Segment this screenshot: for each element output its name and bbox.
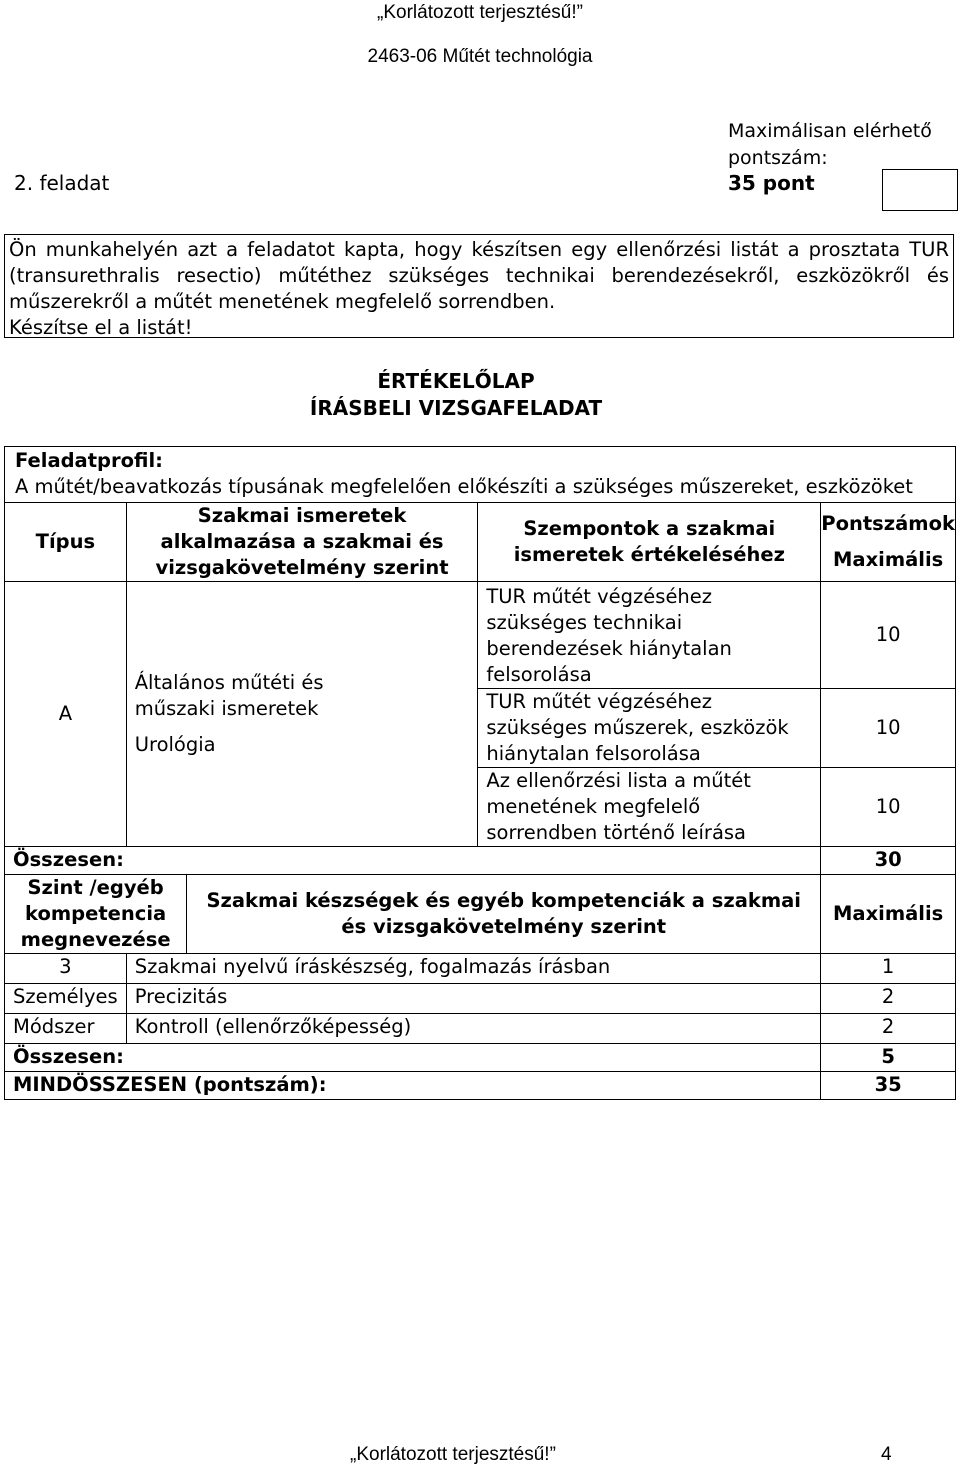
header-points-label: Pontszámok <box>821 512 955 535</box>
comp-total-label: Összesen: <box>5 1044 821 1072</box>
criteria-points-1: 10 <box>821 582 956 689</box>
comp-points-2: 2 <box>821 984 956 1014</box>
profile-text: A műtét/beavatkozás típusának megfelelően előkészíti a szükséges műszereket, eszközöket <box>15 475 913 498</box>
comp-skill-3: Kontroll (ellenőrzőképesség) <box>126 1014 821 1044</box>
criteria-text-3: Az ellenőrzési lista a műtét menetének megfelelő sorrendben történő leírása <box>478 768 821 847</box>
knowledge-cell <box>126 582 478 847</box>
comp-points-3: 2 <box>821 1014 956 1044</box>
task-description-box <box>4 234 954 338</box>
knowledge-urology: Urológia <box>134 733 216 756</box>
subtotal-label: Összesen: <box>5 847 821 875</box>
grand-total-label: MINDÖSSZESEN (pontszám): <box>5 1072 821 1100</box>
criteria-points-3: 10 <box>821 768 956 847</box>
module-title: 2463-06 Műtét technológia <box>367 46 593 67</box>
evaluation-table <box>4 502 956 1100</box>
subtotal-value: 30 <box>821 847 956 875</box>
header-knowledge: Szakmai ismeretek alkalmazása a szakmai és vizsgakövetelmény szerint <box>126 503 478 582</box>
knowledge-general: Általános műtéti és műszaki ismeretek <box>134 671 324 720</box>
comp-total-value: 5 <box>821 1044 956 1072</box>
task-instruction: Készítse el a listát! <box>9 316 193 339</box>
comp-header-skills: Szakmai készségek és egyéb kompetenciák a szakmai és vizsgakövetelmény szerint <box>187 875 821 954</box>
criteria-text-1: TUR műtét végzéséhez szükséges technikai berendezések hiánytalan felsorolása <box>478 582 821 689</box>
task-label: 2. feladat <box>14 171 110 195</box>
type-value: A <box>5 582 127 847</box>
grand-total-value: 35 <box>821 1072 956 1100</box>
comp-skill-2: Precizitás <box>126 984 821 1014</box>
header-type: Típus <box>5 503 127 582</box>
criteria-points-2: 10 <box>821 689 956 768</box>
score-box[interactable] <box>882 169 958 211</box>
comp-level-1: 3 <box>5 954 127 984</box>
comp-header-level: Szint /egyéb kompetencia megnevezése <box>5 875 187 954</box>
comp-header-max: Maximális <box>821 875 956 954</box>
header-points <box>821 503 956 582</box>
header-max-label: Maximális <box>833 548 944 571</box>
header-criteria: Szempontok a szakmai ismeretek értékeléséhez <box>478 503 821 582</box>
evaluation-title-line2: ÍRÁSBELI VIZSGAFELADAT <box>309 396 603 420</box>
max-points-label <box>728 118 958 172</box>
task-description: Ön munkahelyén azt a feladatot kapta, hogy készítsen egy ellenőrzési listát a prosztata TUR (transurethralis resectio) műtéthez szükséges technikai berendezésekről, eszközökről és műszerekről a műtét menetének megfelelő sorrendben. <box>9 238 949 313</box>
profile-label: Feladatprofil: <box>15 449 163 472</box>
evaluation-title <box>0 368 912 422</box>
task-profile <box>4 446 956 502</box>
criteria-text-2: TUR műtét végzéséhez szükséges műszerek, eszközök hiánytalan felsorolása <box>478 689 821 768</box>
comp-skill-1: Szakmai nyelvű íráskészség, fogalmazás írásban <box>126 954 821 984</box>
evaluation-title-line1: ÉRTÉKELŐLAP <box>377 369 535 393</box>
max-points-value: 35 pont <box>728 171 815 195</box>
max-points-label-line1: Maximálisan elérhető <box>728 120 932 142</box>
page-number: 4 <box>881 1444 892 1465</box>
restriction-header: „Korlátozott terjesztésű!” <box>377 2 583 23</box>
comp-points-1: 1 <box>821 954 956 984</box>
restriction-footer: „Korlátozott terjesztésű!” <box>350 1444 556 1465</box>
comp-level-2: Személyes <box>5 984 127 1014</box>
max-points-label-line2: pontszám: <box>728 147 828 169</box>
comp-level-3: Módszer <box>5 1014 127 1044</box>
